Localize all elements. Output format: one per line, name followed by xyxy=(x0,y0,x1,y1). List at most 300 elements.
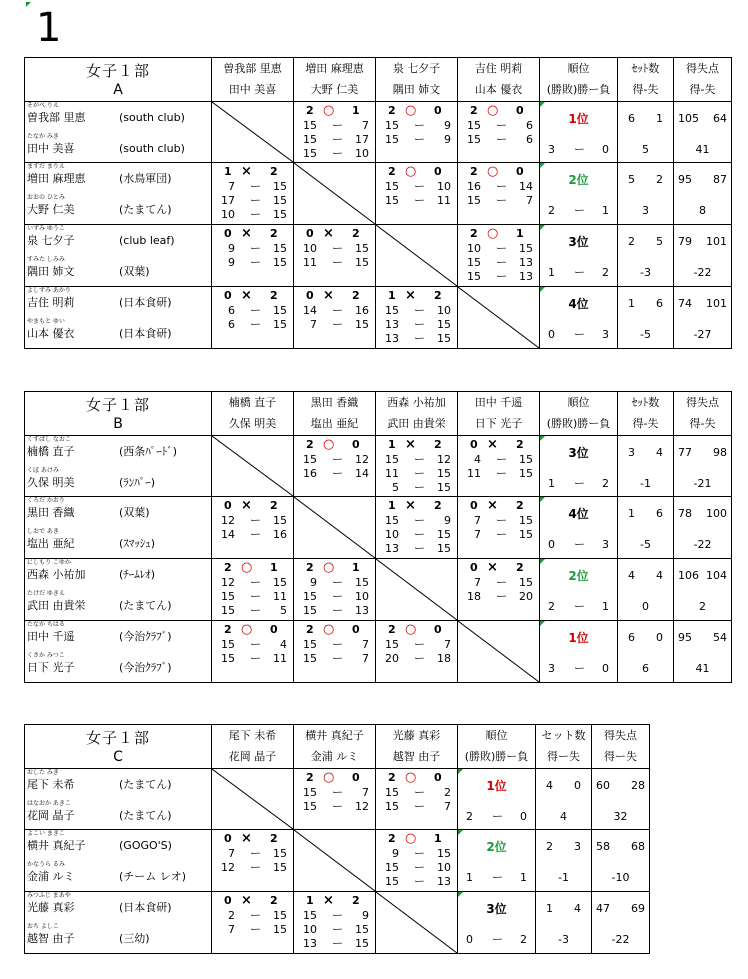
points-lost-total: 69 xyxy=(631,902,645,915)
set-points: 10 xyxy=(355,590,369,603)
set-points: 15 xyxy=(273,318,287,331)
sets-diff: 4 xyxy=(560,810,567,823)
sets-diff: -1 xyxy=(640,477,651,490)
set-points: 14 xyxy=(355,467,369,480)
points-diff: -22 xyxy=(611,933,630,946)
points-stat-cell xyxy=(674,225,732,287)
set-score xyxy=(458,452,539,467)
dash: ー xyxy=(496,133,507,146)
team-pair-cell xyxy=(25,102,212,163)
match-result-cell xyxy=(294,559,376,621)
set-points: 13 xyxy=(303,937,317,950)
loss-mark: × xyxy=(241,288,252,303)
match-result-cell xyxy=(212,621,294,683)
win-mark: ○ xyxy=(323,103,335,118)
match-summary xyxy=(458,437,539,452)
sets-won: 0 xyxy=(224,227,232,240)
set-points: 18 xyxy=(437,652,451,665)
player-kana: かなうら るみ xyxy=(27,861,65,868)
loss-mark: × xyxy=(323,288,334,303)
set-points: 15 xyxy=(303,590,317,603)
set-points: 9 xyxy=(444,514,451,527)
loss-mark: × xyxy=(323,893,334,908)
player-line xyxy=(25,808,211,823)
set-points: 2 xyxy=(444,786,451,799)
dash: ー xyxy=(250,604,261,617)
opponent-header-player2: 大野 仁美 xyxy=(310,83,359,96)
match-result-cell xyxy=(376,102,458,163)
sets-won-total: 6 xyxy=(628,112,635,125)
win-mark: ○ xyxy=(487,164,499,179)
spacer xyxy=(25,792,211,800)
team-row xyxy=(25,102,732,163)
team-row xyxy=(25,497,732,559)
set-points: 7 xyxy=(474,528,481,541)
diagonal-line xyxy=(376,225,457,286)
set-points: 15 xyxy=(355,576,369,589)
opponent-header xyxy=(294,725,376,769)
set-points: 7 xyxy=(362,638,369,651)
division-title: 女子１部 xyxy=(85,395,150,414)
set-points: 7 xyxy=(474,514,481,527)
match-summary xyxy=(212,622,293,637)
player-line xyxy=(25,233,211,248)
sets-won-total: 4 xyxy=(546,779,553,792)
opponent-header xyxy=(376,725,458,769)
set-points: 15 xyxy=(385,133,399,146)
team-pair-cell xyxy=(25,225,212,287)
self-match-cell xyxy=(294,497,376,559)
set-points: 15 xyxy=(303,147,317,160)
sets-won: 1 xyxy=(270,561,278,574)
set-points: 14 xyxy=(303,304,317,317)
wins: 3 xyxy=(548,143,555,156)
player-kana: たなか みき xyxy=(27,133,59,140)
sets-won-total: 2 xyxy=(628,235,635,248)
player-kana: そがべ りえ xyxy=(27,102,59,109)
player-kana: しおで あき xyxy=(27,528,59,535)
set-score xyxy=(376,799,457,814)
player-name: 吉住 明莉 xyxy=(27,296,75,309)
opponent-header-player1: 尾下 未希 xyxy=(228,729,277,742)
player-name: 大野 仁美 xyxy=(27,203,75,216)
dash: ー xyxy=(332,652,343,665)
dash: ー xyxy=(496,119,507,132)
set-points: 7 xyxy=(362,786,369,799)
points-diff: -27 xyxy=(693,328,712,341)
dash: ー xyxy=(414,180,425,193)
loss-mark: × xyxy=(241,831,252,846)
set-points: 15 xyxy=(273,847,287,860)
dash: ー xyxy=(250,861,261,874)
sets-won-total: 1 xyxy=(628,507,635,520)
win-mark: ○ xyxy=(405,622,417,637)
set-points: 13 xyxy=(519,270,533,283)
spacer xyxy=(25,248,211,256)
set-points: 20 xyxy=(385,652,399,665)
sets-won: 2 xyxy=(352,289,360,302)
dash: ー xyxy=(492,933,503,946)
losses: 0 xyxy=(602,662,609,675)
match-result-cell xyxy=(376,436,458,497)
rank-cell xyxy=(540,497,618,559)
match-result-cell xyxy=(376,830,458,892)
set-points: 11 xyxy=(303,256,317,269)
set-score xyxy=(294,603,375,618)
set-points: 17 xyxy=(221,194,235,207)
match-summary xyxy=(376,622,457,637)
set-points: 15 xyxy=(273,514,287,527)
sets-won: 0 xyxy=(224,289,232,302)
league-table xyxy=(24,391,732,683)
self-match-cell xyxy=(458,621,540,683)
sets-won: 1 xyxy=(224,165,232,178)
points-stat-cell xyxy=(674,621,732,683)
sets-stat-cell xyxy=(618,621,674,683)
sets-won: 2 xyxy=(270,227,278,240)
dash: ー xyxy=(332,467,343,480)
dash: ー xyxy=(332,937,343,950)
match-result-cell xyxy=(212,287,294,349)
points-won-total: 58 xyxy=(596,840,610,853)
team-row xyxy=(25,830,650,892)
match-summary xyxy=(458,103,539,118)
dash: ー xyxy=(414,861,425,874)
match-result-cell xyxy=(458,436,540,497)
player-line xyxy=(25,900,211,915)
points-lost-total: 64 xyxy=(713,112,727,125)
match-summary xyxy=(458,498,539,513)
rank-cell xyxy=(540,621,618,683)
diagonal-line xyxy=(212,102,293,162)
set-points: 10 xyxy=(385,528,399,541)
set-score xyxy=(294,146,375,161)
set-score xyxy=(294,241,375,256)
sets-won: 0 xyxy=(306,227,314,240)
player-club: (双葉) xyxy=(119,265,150,278)
player-kana: よこい まきこ xyxy=(27,830,65,837)
diagonal-line xyxy=(458,621,539,682)
match-result-cell xyxy=(294,102,376,163)
sets-won: 2 xyxy=(388,771,396,784)
sets-won: 0 xyxy=(270,623,278,636)
player-club: (三幼) xyxy=(119,932,150,945)
player-name: 花岡 晶子 xyxy=(27,809,75,822)
losses: 1 xyxy=(520,871,527,884)
rank-value: 3位 xyxy=(486,902,507,916)
set-points: 15 xyxy=(273,194,287,207)
match-result-cell xyxy=(458,225,540,287)
set-score xyxy=(376,331,457,346)
opponent-header-player1: 曽我部 里恵 xyxy=(223,62,282,75)
sets-won: 2 xyxy=(434,499,442,512)
opponent-header xyxy=(212,58,294,102)
team-row xyxy=(25,436,732,497)
rank-value: 1位 xyxy=(568,112,589,126)
sets-won: 2 xyxy=(388,832,396,845)
set-points: 15 xyxy=(355,923,369,936)
points-diff: -10 xyxy=(611,871,630,884)
rank-value: 2位 xyxy=(568,173,589,187)
sets-won-total: 3 xyxy=(628,446,635,459)
sets-won: 2 xyxy=(470,165,478,178)
player-name: 楠橋 直子 xyxy=(27,445,75,458)
set-score xyxy=(376,860,457,875)
opponent-header-player1: 黒田 香織 xyxy=(310,396,359,409)
player-club: (双葉) xyxy=(119,506,150,519)
set-points: 15 xyxy=(273,576,287,589)
self-match-cell xyxy=(212,769,294,830)
set-points: 15 xyxy=(519,576,533,589)
set-points: 15 xyxy=(437,481,451,494)
set-points: 12 xyxy=(355,800,369,813)
sets-won: 1 xyxy=(306,894,314,907)
dash: ー xyxy=(414,652,425,665)
set-points: 15 xyxy=(385,304,399,317)
points-diff: 8 xyxy=(699,204,706,217)
opponent-header-player2: 花岡 晶子 xyxy=(228,750,277,763)
set-points: 16 xyxy=(355,304,369,317)
set-points: 5 xyxy=(392,481,399,494)
set-score xyxy=(212,651,293,666)
sets-stat-cell xyxy=(536,769,592,830)
team-row xyxy=(25,621,732,683)
set-score xyxy=(294,908,375,923)
player-name: 泉 七夕子 xyxy=(27,234,75,247)
player-club: (日本食研) xyxy=(119,327,172,340)
match-summary xyxy=(294,103,375,118)
sets-won: 2 xyxy=(270,289,278,302)
set-points: 15 xyxy=(221,604,235,617)
set-points: 7 xyxy=(310,318,317,331)
win-mark: ○ xyxy=(241,622,253,637)
sets-stat-cell xyxy=(536,830,592,892)
match-summary xyxy=(294,622,375,637)
dash: ー xyxy=(414,875,425,888)
set-points: 6 xyxy=(526,133,533,146)
points-won-total: 95 xyxy=(678,173,692,186)
sets-lost-total: 4 xyxy=(656,569,663,582)
sets-won: 2 xyxy=(306,771,314,784)
dash: ー xyxy=(414,638,425,651)
set-score xyxy=(294,651,375,666)
rank-value: 4位 xyxy=(568,297,589,311)
opponent-header xyxy=(294,58,376,102)
set-score xyxy=(212,922,293,937)
set-points: 15 xyxy=(437,542,451,555)
player-name: 金浦 ルミ xyxy=(27,870,75,883)
set-points: 18 xyxy=(467,590,481,603)
set-score xyxy=(212,179,293,194)
sets-lost-total: 0 xyxy=(574,779,581,792)
opponent-header xyxy=(212,725,294,769)
match-summary xyxy=(376,288,457,303)
set-score xyxy=(294,452,375,467)
sets-lost-total: 2 xyxy=(656,173,663,186)
dash: ー xyxy=(496,270,507,283)
opponent-header-player2: 塩出 亜紀 xyxy=(310,417,359,430)
sets-won: 0 xyxy=(470,438,478,451)
dash: ー xyxy=(496,194,507,207)
player-line xyxy=(25,931,211,946)
rank-header xyxy=(540,58,618,102)
loss-mark: × xyxy=(487,498,498,513)
sets-won: 1 xyxy=(388,289,396,302)
player-kana: おち よしこ xyxy=(27,923,59,930)
set-points: 15 xyxy=(303,453,317,466)
dash: ー xyxy=(574,328,585,341)
player-kana: やまもと ゆい xyxy=(27,318,65,325)
corner-triangle xyxy=(540,287,545,292)
sets-won-total: 1 xyxy=(546,902,553,915)
diagonal-line xyxy=(212,769,293,829)
set-score xyxy=(294,799,375,814)
set-points: 15 xyxy=(467,119,481,132)
sets-won: 0 xyxy=(434,623,442,636)
set-score xyxy=(212,908,293,923)
win-mark: ○ xyxy=(487,103,499,118)
opponent-header-player2: 久保 明美 xyxy=(228,417,277,430)
set-points: 13 xyxy=(355,604,369,617)
set-points: 7 xyxy=(228,180,235,193)
points-diff: 41 xyxy=(695,143,710,156)
points-lost-total: 54 xyxy=(713,631,727,644)
rank-cell xyxy=(540,287,618,349)
set-score xyxy=(376,785,457,800)
set-points: 12 xyxy=(221,576,235,589)
dash: ー xyxy=(574,600,585,613)
points-header-line2: 得-失 xyxy=(689,83,716,96)
dash: ー xyxy=(496,590,507,603)
opponent-header xyxy=(376,58,458,102)
spacer xyxy=(25,310,211,318)
sets-lost-total: 5 xyxy=(656,235,663,248)
set-points: 15 xyxy=(519,528,533,541)
self-match-cell xyxy=(212,102,294,163)
set-points: 15 xyxy=(385,514,399,527)
player-name: 増田 麻理恵 xyxy=(27,172,86,185)
sets-won: 0 xyxy=(352,771,360,784)
player-name: 西森 小祐加 xyxy=(27,568,86,581)
match-result-cell xyxy=(294,621,376,683)
diagonal-line xyxy=(458,287,539,348)
opponent-header-player1: 光藤 真彩 xyxy=(392,729,441,742)
points-header-line1: 得失点 xyxy=(604,729,637,742)
set-score xyxy=(212,513,293,528)
sets-won: 1 xyxy=(388,499,396,512)
player-line xyxy=(25,536,211,551)
set-points: 10 xyxy=(437,180,451,193)
player-name: 久保 明美 xyxy=(27,476,75,489)
dash: ー xyxy=(332,242,343,255)
set-points: 10 xyxy=(303,923,317,936)
sets-lost-total: 6 xyxy=(656,507,663,520)
points-header xyxy=(674,58,732,102)
dash: ー xyxy=(496,576,507,589)
loss-mark: × xyxy=(241,893,252,908)
player-line xyxy=(25,869,211,884)
division-header xyxy=(25,58,212,102)
set-score xyxy=(294,118,375,133)
set-score xyxy=(212,207,293,222)
set-points: 15 xyxy=(385,453,399,466)
dash: ー xyxy=(332,318,343,331)
dash: ー xyxy=(496,180,507,193)
sets-won: 0 xyxy=(516,104,524,117)
dash: ー xyxy=(414,318,425,331)
corner-mark xyxy=(26,2,31,7)
set-score xyxy=(458,466,539,481)
diagonal-line xyxy=(212,436,293,496)
set-points: 5 xyxy=(280,604,287,617)
player-line xyxy=(25,505,211,520)
win-mark: ○ xyxy=(405,103,417,118)
opponent-header-player2: 隅田 姉文 xyxy=(392,83,441,96)
sets-lost-total: 6 xyxy=(656,297,663,310)
set-points: 15 xyxy=(221,638,235,651)
rank-header xyxy=(458,725,536,769)
set-points: 10 xyxy=(467,242,481,255)
set-points: 9 xyxy=(392,847,399,860)
match-summary xyxy=(376,164,457,179)
set-score xyxy=(376,193,457,208)
losses: 3 xyxy=(602,538,609,551)
match-summary xyxy=(294,226,375,241)
dash: ー xyxy=(332,133,343,146)
rank-value: 3位 xyxy=(568,235,589,249)
rank-header xyxy=(540,392,618,436)
dash: ー xyxy=(332,800,343,813)
set-points: 15 xyxy=(385,194,399,207)
set-points: 15 xyxy=(273,256,287,269)
player-club: (たまてん) xyxy=(119,778,172,791)
dash: ー xyxy=(250,590,261,603)
dash: ー xyxy=(496,467,507,480)
dash: ー xyxy=(496,528,507,541)
player-club: (今治ｸﾗﾌﾞ) xyxy=(119,661,172,674)
win-mark: ○ xyxy=(323,770,335,785)
set-points: 14 xyxy=(519,180,533,193)
player-line xyxy=(25,660,211,675)
spacer xyxy=(25,459,211,467)
player-name: 曽我部 里恵 xyxy=(27,111,86,124)
player-name: 田中 千遥 xyxy=(27,630,75,643)
set-points: 15 xyxy=(273,861,287,874)
sets-stat-cell xyxy=(618,497,674,559)
sets-stat-cell xyxy=(618,102,674,163)
self-match-cell xyxy=(458,287,540,349)
player-club: (日本食研) xyxy=(119,296,172,309)
player-kana: くぼ あけみ xyxy=(27,467,59,474)
dash: ー xyxy=(414,481,425,494)
player-name: 横井 真紀子 xyxy=(27,839,86,852)
match-result-cell xyxy=(376,769,458,830)
points-lost-total: 28 xyxy=(631,779,645,792)
set-points: 15 xyxy=(467,270,481,283)
set-points: 10 xyxy=(303,242,317,255)
points-diff: 2 xyxy=(699,600,706,613)
set-points: 13 xyxy=(519,256,533,269)
spacer xyxy=(25,853,211,861)
set-points: 7 xyxy=(444,638,451,651)
match-summary xyxy=(212,831,293,846)
rank-cell xyxy=(540,102,618,163)
sets-won: 0 xyxy=(352,623,360,636)
set-score xyxy=(212,637,293,652)
set-points: 15 xyxy=(273,909,287,922)
opponent-header-player1: 西森 小祐加 xyxy=(387,396,446,409)
sets-won: 2 xyxy=(224,561,232,574)
